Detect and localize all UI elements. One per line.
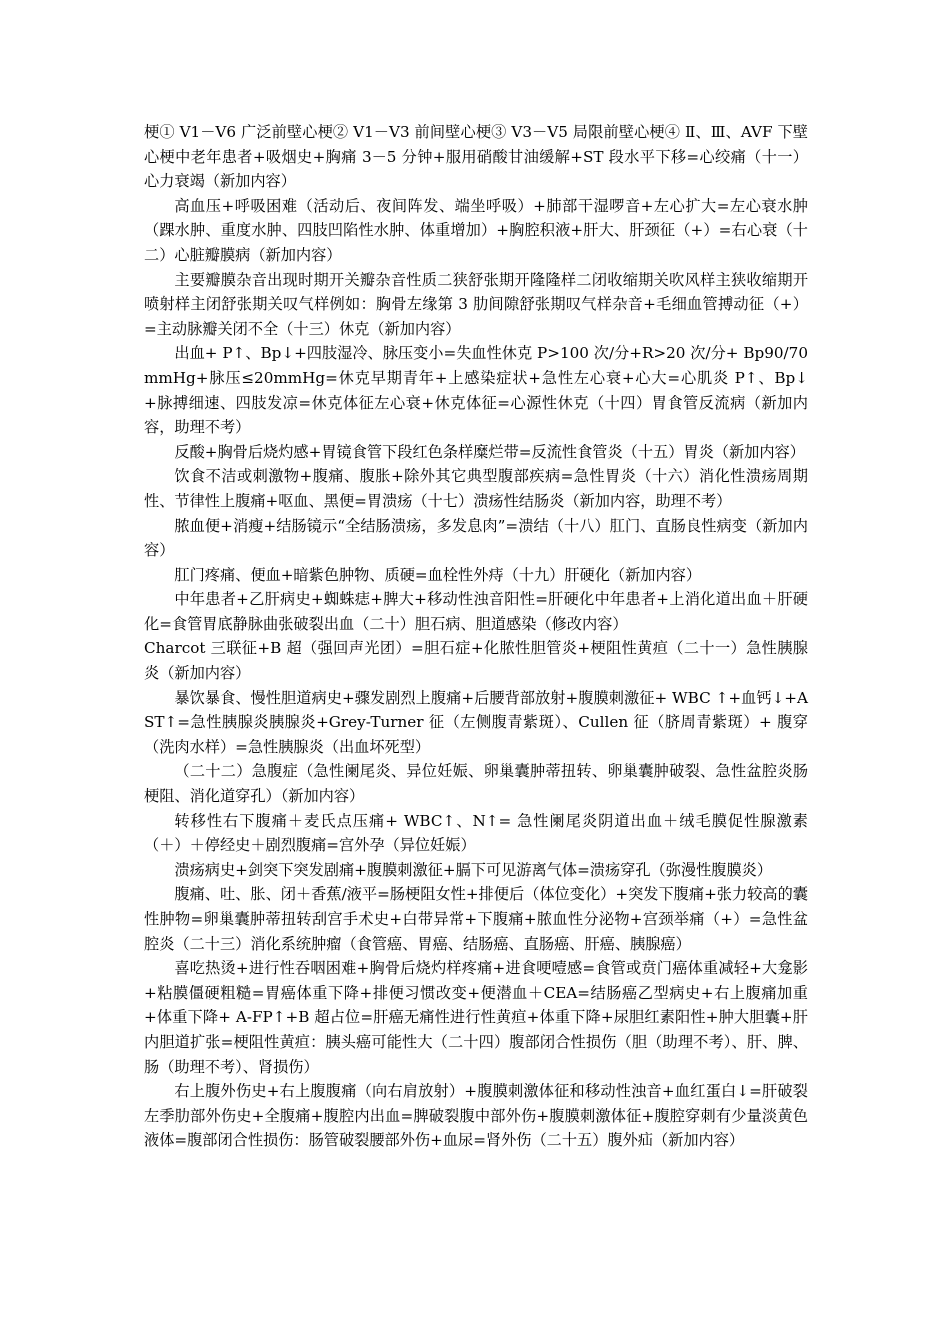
paragraph-8: 肛门疼痛、便血+暗紫色肿物、质硬=血栓性外痔（十九）肝硬化（新加内容） (174, 565, 702, 584)
paragraph-1: 梗① V1－V6 广泛前壁心梗② V1－V3 前间壁心梗③ V3－V5 局限前壁心梗④ Ⅱ、Ⅲ、AVF 下壁心梗中老年患者+吸烟史+胸痛 3－5 分钟+服用硝酸甘油缓解+ST 段水平下移=心绞痛（十一）心力衰竭（新加内容） (144, 123, 808, 191)
paragraph-10: Charcot 三联征+B 超（强回声光团）=胆石症+化脓性胆管炎+梗阻性黄疸（二十一）急性胰腺炎（新加内容） (144, 639, 808, 683)
paragraph-7: 脓血便+消瘦+结肠镜示“全结肠溃疡，多发息肉”=溃结（十八）肛门、直肠良性病变（新加内容） (144, 516, 808, 560)
paragraph-11: 暴饮暴食、慢性胆道病史+骤发剧烈上腹痛+后腰背部放射+腹膜刺激征+ WBC ↑+血钙↓+AST↑=急性胰腺炎胰腺炎+Grey-Turner 征（左侧腹青紫斑）、Cullen 征（脐周青紫斑）+ 腹穿（洗肉水样）=急性胰腺炎（出血坏死型） (144, 688, 808, 756)
paragraph-12: （二十二）急腹症（急性阑尾炎、异位妊娠、卵巢囊肿蒂扭转、卵巢囊肿破裂、急性盆腔炎肠梗阻、消化道穿孔）（新加内容） (144, 762, 808, 806)
paragraph-4: 出血+ P↑、Bp↓+四肢湿冷、脉压变小=失血性休克 P>100 次/分+R>20 次/分+ Bp90/70mmHg+脉压≤20mmHg=休克早期青年+上感染症状+急性左心衰+心大=心肌炎 P↑、Bp↓+脉搏细速、四肢发凉=休克体征左心衰+休克体征=心源性休克（十四）胃食管反流病（新加内容，助理不考） (144, 344, 808, 437)
paragraph-2: 高血压+呼吸困难（活动后、夜间阵发、端坐呼吸）+肺部干湿啰音+左心扩大=左心衰水肿（踝水肿、重度水肿、四肢凹陷性水肿、体重增加）+胸腔积液+肝大、肝颈征（+）=右心衰（十二）心脏瓣膜病（新加内容） (144, 196, 808, 264)
paragraph-14: 溃疡病史+剑突下突发剧痛+腹膜刺激征+膈下可见游离气体=溃疡穿孔（弥漫性腹膜炎） (174, 860, 773, 879)
paragraph-17: 右上腹外伤史+右上腹腹痛（向右肩放射）+腹膜刺激体征和移动性浊音+血红蛋白↓=肝破裂左季肋部外伤史+全腹痛+腹腔内出血=脾破裂腹中部外伤+腹膜刺激体征+腹腔穿刺有少量淡黄色液体=腹部闭合性损伤：肠管破裂腰部外伤+血尿=肾外伤（二十五）腹外疝（新加内容） (144, 1082, 808, 1150)
paragraph-5: 反酸+胸骨后烧灼感+胃镜食管下段红色条样糜烂带=反流性食管炎（十五）胃炎（新加内容） (174, 442, 805, 461)
paragraph-6: 饮食不洁或刺激物+腹痛、腹胀+除外其它典型腹部疾病=急性胃炎（十六）消化性溃疡周期性、节律性上腹痛+呕血、黑便=胃溃疡（十七）溃疡性结肠炎（新加内容，助理不考） (144, 467, 808, 510)
paragraph-16: 喜吃热烫+进行性吞咽困难+胸骨后烧灼样疼痛+进食哽噎感=食管或贲门癌体重减轻+大龛影+粘膜僵硬粗糙=胃癌体重下降+排便习惯改变+便潜血＋CEA=结肠癌乙型病史+右上腹痛加重+体重下降+ A-FP↑+B 超占位=肝癌无痛性进行性黄疸+体重下降+尿胆红素阳性+肿大胆囊+肝内胆道扩张=梗阻性黄疸：胰头癌可能性大（二十四）腹部闭合性损伤（胆（助理不考）、肝、脾、肠（助理不考）、肾损伤） (144, 959, 808, 1076)
paragraph-9: 中年患者+乙肝病史+蜘蛛痣+脾大+移动性浊音阳性=肝硬化中年患者+上消化道出血＋肝硬化=食管胃底静脉曲张破裂出血（二十）胆石病、胆道感染（修改内容） (144, 590, 808, 633)
paragraph-13: 转移性右下腹痛＋麦氏点压痛+ WBC↑、N↑= 急性阑尾炎阴道出血＋绒毛膜促性腺激素（＋）＋停经史＋剧烈腹痛=宫外孕（异位妊娠） (144, 811, 808, 855)
document-body (144, 120, 808, 1153)
paragraph-15: 腹痛、吐、胀、闭＋香蕉/液平=肠梗阻女性+排便后（体位变化）+突发下腹痛+张力较高的囊性肿物=卵巢囊肿蒂扭转刮宫手术史+白带异常+下腹痛+脓血性分泌物+宫颈举痛（+）=急性盆腔炎（二十三）消化系统肿瘤（食管癌、胃癌、结肠癌、直肠癌、肝癌、胰腺癌） (144, 885, 808, 953)
paragraph-3: 主要瓣膜杂音出现时期开关瓣杂音性质二狭舒张期开隆隆样二闭收缩期关吹风样主狭收缩期开喷射样主闭舒张期关叹气样例如：胸骨左缘第 3 肋间隙舒张期叹气样杂音+毛细血管搏动征（+）=主动脉瓣关闭不全（十三）休克（新加内容） (144, 270, 808, 338)
